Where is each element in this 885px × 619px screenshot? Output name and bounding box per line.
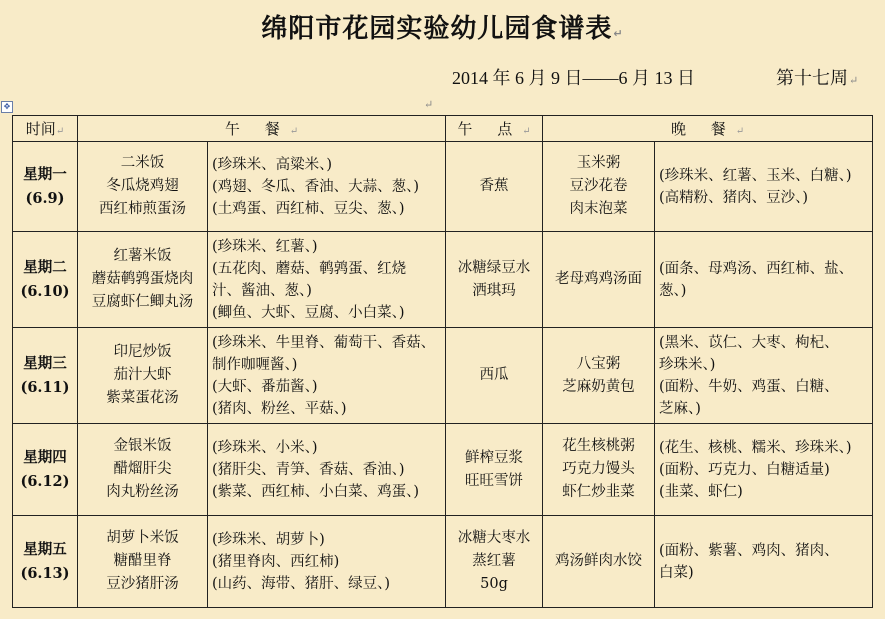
snack-item: 冰糖大枣水 xyxy=(457,530,531,546)
lunch-ingredients-cell xyxy=(208,424,446,516)
week-number: 第十七周↵ xyxy=(776,68,859,89)
lunch-ingredient-line: (紫菜、西红柿、小白菜、鸡蛋、) xyxy=(212,483,420,500)
snack-item: 西瓜 xyxy=(479,367,509,383)
lunch-ingredient-line: (猪肉、粉丝、平菇、) xyxy=(212,400,347,417)
lunch-ingredients-cell xyxy=(208,232,446,328)
snack-cell xyxy=(446,328,543,424)
dinner-dish: 八宝粥 xyxy=(576,355,621,372)
lunch-dish: 金银米饭 xyxy=(113,438,172,454)
lunch-dish: 二米饭 xyxy=(120,155,165,171)
lunch-ingredient-line: (珍珠米、牛里脊、葡萄干、香菇、 xyxy=(212,334,436,351)
dinner-ingredient-line: (高精粉、猪肉、豆沙、) xyxy=(659,189,809,206)
day-cell xyxy=(13,516,78,608)
dinner-ingredient-line: (韭菜、虾仁) xyxy=(659,483,743,500)
table-row xyxy=(13,516,873,608)
lunch-dish: 蘑菇鹌鹑蛋烧肉 xyxy=(91,271,194,287)
dinner-dishes-cell xyxy=(543,516,655,608)
dinner-dish: 豆沙花卷 xyxy=(569,178,628,194)
dinner-ingredient-line: (面粉、牛奶、鸡蛋、白糖、 xyxy=(659,378,839,395)
dinner-dish: 花生核桃粥 xyxy=(562,438,635,454)
col-header-lunch: 午 餐↵ xyxy=(78,116,446,142)
lunch-ingredients-cell xyxy=(208,142,446,232)
snack-cell xyxy=(446,232,543,328)
table-row xyxy=(13,142,873,232)
dinner-ingredient-line: 珍珠米、) xyxy=(659,356,716,373)
day-label: 星期五 xyxy=(23,540,67,558)
dinner-dish: 鸡汤鲜肉水饺 xyxy=(555,553,643,569)
day-cell xyxy=(13,328,78,424)
day-cell xyxy=(13,142,78,232)
lunch-dish: 印尼炒饭 xyxy=(113,344,172,360)
lunch-dish: 冬瓜烧鸡翅 xyxy=(106,178,179,194)
dinner-ingredient-line: (面粉、紫薯、鸡肉、猪肉、 xyxy=(659,542,839,559)
day-label: 星期四 xyxy=(23,448,67,466)
snack-item: 50g xyxy=(480,576,508,592)
lunch-ingredient-line: (山药、海带、猪肝、绿豆、) xyxy=(212,575,391,592)
lunch-dish: 肉丸粉丝汤 xyxy=(106,484,179,500)
dinner-ingredients-cell xyxy=(655,328,873,424)
lunch-ingredient-line: (鲫鱼、大虾、豆腐、小白菜、) xyxy=(212,304,405,321)
day-label: (6.9) xyxy=(25,189,65,207)
snack-item: 洒琪玛 xyxy=(472,282,516,299)
table-row xyxy=(13,328,873,424)
lunch-ingredient-line: (珍珠米、胡萝卜) xyxy=(212,531,325,548)
page-title: 绵阳市花园实验幼儿园食谱表↵ xyxy=(261,14,624,44)
dinner-ingredient-line: (面粉、巧克力、白糖适量) xyxy=(659,461,830,478)
table-row xyxy=(13,424,873,516)
day-label: (6.10) xyxy=(20,282,70,300)
lunch-dishes-cell xyxy=(78,424,208,516)
lunch-ingredient-line: (五花肉、蘑菇、鹌鹑蛋、红烧 xyxy=(212,260,407,277)
dinner-ingredient-line: (花生、核桃、糯米、珍珠米、) xyxy=(659,439,852,456)
day-cell xyxy=(13,232,78,328)
dinner-ingredient-line: 白菜) xyxy=(659,564,694,581)
lunch-dish: 豆沙猪肝汤 xyxy=(106,576,179,592)
lunch-dish: 红薯米饭 xyxy=(113,248,172,264)
dinner-dish: 巧克力馒头 xyxy=(562,461,635,477)
lunch-dishes-cell xyxy=(78,232,208,328)
lunch-ingredient-line: 汁、酱油、葱、) xyxy=(212,282,312,299)
lunch-ingredient-line: (鸡翅、冬瓜、香油、大蒜、葱、) xyxy=(212,178,420,195)
dinner-dishes-cell xyxy=(543,232,655,328)
lunch-dish: 糖醋里脊 xyxy=(113,553,172,569)
lunch-dish: 胡萝卜米饭 xyxy=(106,530,179,546)
lunch-ingredient-line: (猪肝尖、青笋、香菇、香油、) xyxy=(212,461,405,478)
snack-item: 蒸红薯 xyxy=(472,553,516,569)
lunch-dishes-cell xyxy=(78,328,208,424)
lunch-ingredient-line: (土鸡蛋、西红柿、豆尖、葱、) xyxy=(212,200,405,217)
dinner-dish: 虾仁炒韭菜 xyxy=(562,484,635,500)
day-label: (6.11) xyxy=(20,378,70,396)
day-label: 星期三 xyxy=(23,354,67,372)
menu-table xyxy=(12,115,873,608)
snack-item: 旺旺雪饼 xyxy=(465,472,524,489)
lunch-dishes-cell xyxy=(78,142,208,232)
snack-item: 鲜榨豆浆 xyxy=(465,449,524,466)
snack-cell xyxy=(446,142,543,232)
col-header-time: 时间↵ xyxy=(13,116,78,142)
dinner-dish: 肉末泡菜 xyxy=(569,201,628,217)
dinner-ingredient-line: (面条、母鸡汤、西红柿、盐、 xyxy=(659,260,854,277)
snack-item: 香蕉 xyxy=(479,178,509,194)
lunch-dishes-cell xyxy=(78,516,208,608)
col-header-dinner: 晚 餐↵ xyxy=(543,116,873,142)
lunch-ingredient-line: (珍珠米、小米、) xyxy=(212,439,318,456)
lunch-dish: 醋熘肝尖 xyxy=(113,461,172,477)
day-label: (6.12) xyxy=(20,472,70,490)
lunch-ingredient-line: (大虾、番茄酱、) xyxy=(212,378,318,395)
dinner-ingredients-cell xyxy=(655,424,873,516)
dinner-dish: 玉米粥 xyxy=(576,155,621,171)
dinner-ingredient-line: 葱、) xyxy=(659,282,687,299)
lunch-ingredients-cell xyxy=(208,516,446,608)
dinner-dishes-cell xyxy=(543,328,655,424)
dinner-ingredient-line: (珍珠米、红薯、玉米、白糖、) xyxy=(659,167,852,184)
col-header-snack: 午 点↵ xyxy=(446,116,543,142)
day-cell xyxy=(13,424,78,516)
dinner-ingredients-cell xyxy=(655,516,873,608)
dinner-dish: 芝麻奶黄包 xyxy=(562,378,635,395)
lunch-ingredient-line: (珍珠米、红薯、) xyxy=(212,238,318,255)
lunch-ingredients-cell xyxy=(208,328,446,424)
table-row xyxy=(13,232,873,328)
dinner-ingredients-cell xyxy=(655,142,873,232)
snack-cell xyxy=(446,424,543,516)
dinner-ingredient-line: 芝麻、) xyxy=(659,400,701,417)
paragraph-mark-icon: ↵ xyxy=(424,98,434,111)
lunch-ingredient-line: (珍珠米、高粱米、) xyxy=(212,156,333,173)
day-label: (6.13) xyxy=(20,564,70,582)
lunch-dish: 西红柿煎蛋汤 xyxy=(99,201,186,217)
day-label: 星期二 xyxy=(23,258,67,276)
dinner-dishes-cell xyxy=(543,424,655,516)
dinner-ingredient-line: (黑米、苡仁、大枣、枸杞、 xyxy=(659,334,839,351)
dinner-dishes-cell xyxy=(543,142,655,232)
lunch-ingredient-line: (猪里脊肉、西红柿) xyxy=(212,553,340,570)
dinner-ingredients-cell xyxy=(655,232,873,328)
day-label: 星期一 xyxy=(23,165,67,183)
lunch-ingredient-line: 制作咖喱酱、) xyxy=(212,356,298,373)
date-range: 2014 年 6 月 9 日——6 月 13 日 xyxy=(452,68,695,88)
snack-item: 冰糖绿豆水 xyxy=(457,259,531,276)
lunch-dish: 茄汁大虾 xyxy=(113,367,172,383)
header-row xyxy=(13,116,873,142)
lunch-dish: 紫菜蛋花汤 xyxy=(106,390,179,406)
snack-cell xyxy=(446,516,543,608)
dinner-dish: 老母鸡鸡汤面 xyxy=(555,271,643,287)
lunch-dish: 豆腐虾仁鲫丸汤 xyxy=(91,294,194,310)
table-move-handle-icon[interactable]: ✥ xyxy=(1,101,13,113)
